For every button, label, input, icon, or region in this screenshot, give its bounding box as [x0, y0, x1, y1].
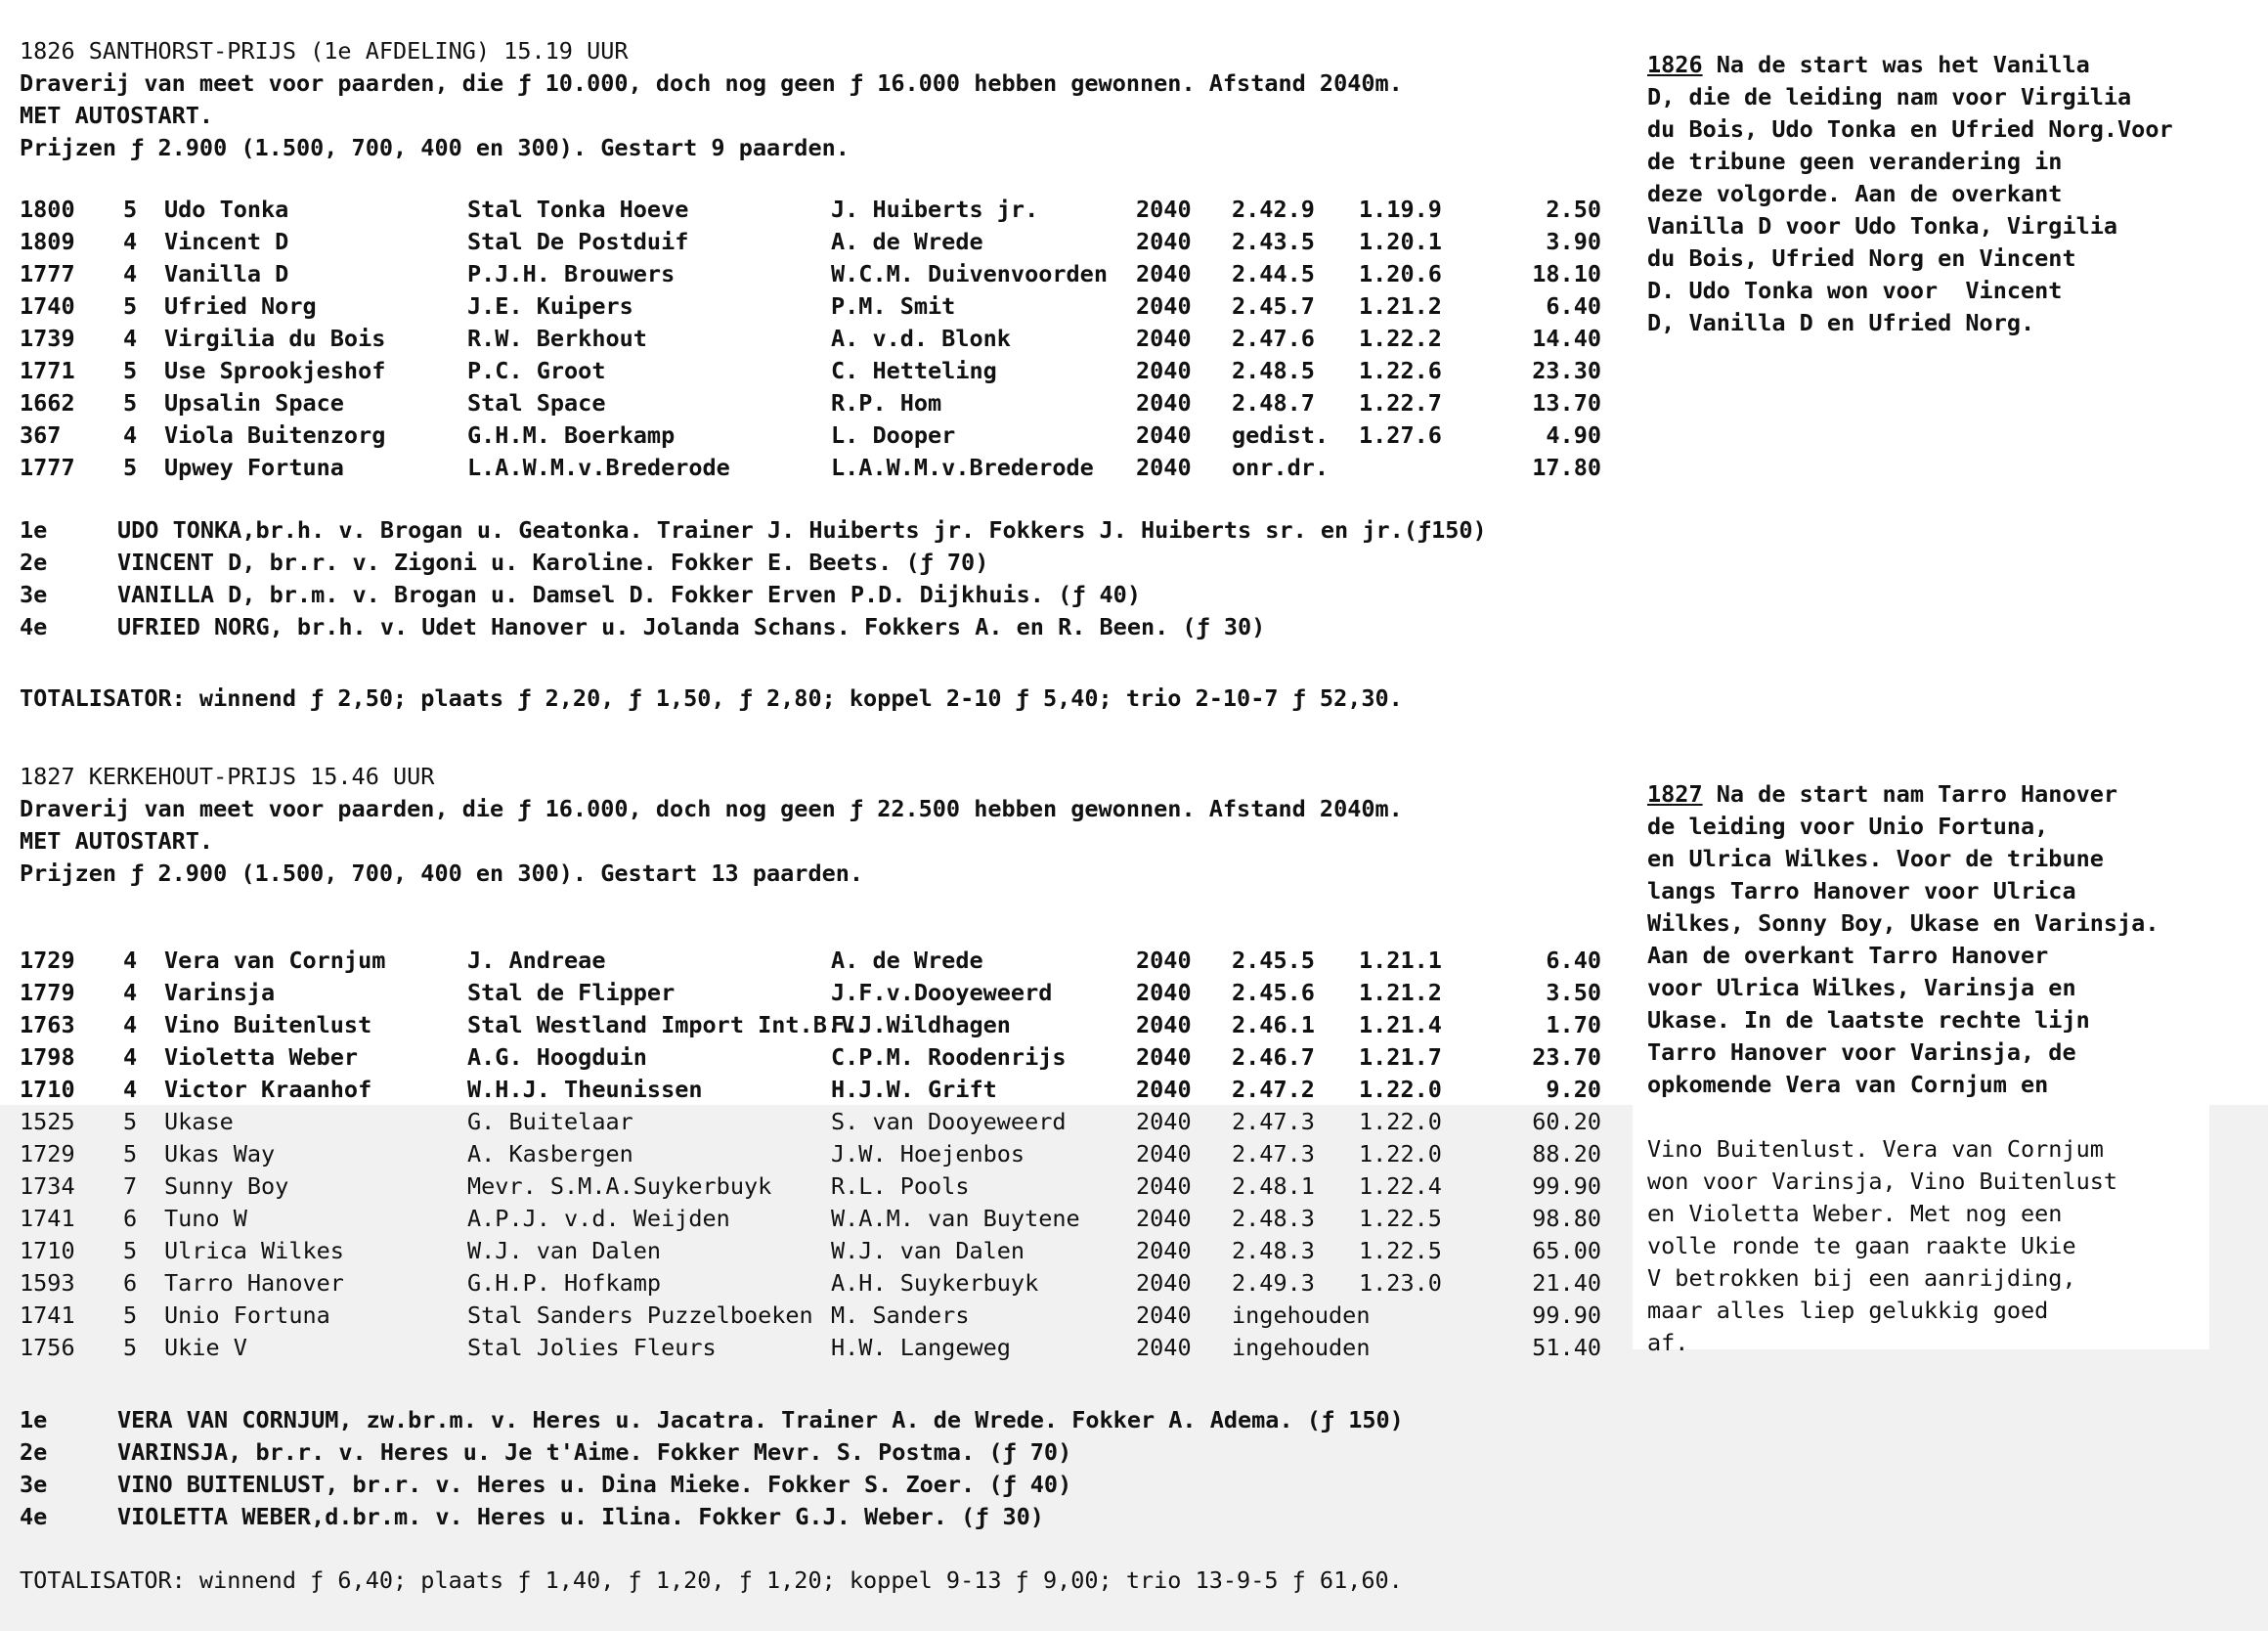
- cell-horse-name: Vino Buitenlust: [164, 1011, 372, 1038]
- cell-time: 2.48.1: [1232, 1172, 1315, 1200]
- cell-odds: 17.80: [1532, 454, 1601, 481]
- race2-totalisator: [20, 1565, 1633, 1597]
- cell-driver: H.W. Langeweg: [831, 1334, 1011, 1361]
- cell-horse-age: 5: [123, 389, 138, 417]
- cell-horse-name: Ukie V: [164, 1334, 247, 1361]
- cell-horse-name: Tarro Hanover: [164, 1269, 344, 1297]
- cell-driver: F.J.Wildhagen: [831, 1011, 1011, 1038]
- table-row: [20, 226, 1633, 258]
- cell-odds: 2.50: [1546, 196, 1601, 223]
- cell-horse-age: 5: [123, 196, 138, 223]
- race1-conditions: Draverij van meet voor paarden, die ƒ 10.000, doch nog geen ƒ 16.000 hebben gewonnen. Afstand 2040m.: [20, 69, 1403, 97]
- race2-conditions: Draverij van meet voor paarden, die ƒ 16.000, doch nog geen ƒ 22.500 hebben gewonnen. Afstand 2040m.: [20, 795, 1403, 822]
- placing-rank: 2e: [20, 549, 48, 576]
- cell-horse-name: Udo Tonka: [164, 196, 289, 223]
- commentary-line: [1647, 1101, 2234, 1133]
- table-row: [20, 1074, 1633, 1106]
- cell-time: gedist.: [1232, 421, 1330, 449]
- cell-odds: 65.00: [1532, 1237, 1601, 1264]
- cell-owner: Stal Jolies Fleurs: [467, 1334, 717, 1361]
- cell-start-number: 1756: [20, 1334, 75, 1361]
- cell-km-time: 1.27.6: [1359, 421, 1442, 449]
- cell-owner: G.H.M. Boerkamp: [467, 421, 676, 449]
- cell-driver: A.H. Suykerbuyk: [831, 1269, 1039, 1297]
- cell-start-number: 1740: [20, 292, 75, 320]
- cell-driver: L.A.W.M.v.Brederode: [831, 454, 1094, 481]
- table-row: [20, 387, 1633, 419]
- cell-horse-age: 5: [123, 1237, 138, 1264]
- table-row: [20, 977, 1633, 1009]
- race2-title: 1827 KERKEHOUT-PRIJS 15.46 UUR: [20, 763, 435, 790]
- cell-km-time: 1.23.0: [1359, 1269, 1442, 1297]
- totalisator-line: TOTALISATOR: winnend ƒ 6,40; plaats ƒ 1,40, ƒ 1,20, ƒ 1,20; koppel 9-13 ƒ 9,00; trio 13-9-5 ƒ 61,60.: [20, 1566, 1403, 1594]
- table-row: [20, 1235, 1633, 1267]
- cell-horse-age: 4: [123, 1011, 138, 1038]
- commentary-race-number: 1827: [1647, 780, 1703, 808]
- cell-km-time: 1.21.4: [1359, 1011, 1442, 1038]
- cell-horse-age: 4: [123, 1076, 138, 1103]
- commentary-line: D, Vanilla D en Ufried Norg.: [1647, 309, 2035, 336]
- cell-owner: R.W. Berkhout: [467, 325, 647, 352]
- cell-odds: 3.50: [1546, 979, 1601, 1006]
- cell-odds: 1.70: [1546, 1011, 1601, 1038]
- cell-driver: L. Dooper: [831, 421, 956, 449]
- cell-driver: A. de Wrede: [831, 228, 983, 255]
- table-row: [20, 290, 1633, 323]
- commentary-line: Ukase. In de laatste rechte lijn: [1647, 1006, 2090, 1034]
- commentary-line: D. Udo Tonka won voor Vincent: [1647, 277, 2063, 304]
- race2-results-table: [20, 945, 1633, 1364]
- cell-odds: 21.40: [1532, 1269, 1601, 1297]
- table-row: [20, 452, 1633, 484]
- cell-start-number: 1800: [20, 196, 75, 223]
- cell-horse-age: 5: [123, 454, 138, 481]
- table-row: [20, 1138, 1633, 1170]
- cell-start-number: 1763: [20, 1011, 75, 1038]
- placing-detail: UDO TONKA,br.h. v. Brogan u. Geatonka. Trainer J. Huiberts jr. Fokkers J. Huiberts sr. en jr.(ƒ150): [117, 516, 1487, 544]
- table-row: [20, 1267, 1633, 1300]
- cell-time: 2.45.5: [1232, 947, 1315, 974]
- table-row: [20, 258, 1633, 290]
- cell-driver: C.P.M. Roodenrijs: [831, 1043, 1067, 1071]
- cell-time: 2.42.9: [1232, 196, 1315, 223]
- cell-time: 2.44.5: [1232, 260, 1315, 287]
- cell-km-time: 1.22.0: [1359, 1140, 1442, 1168]
- cell-distance: 2040: [1136, 1011, 1192, 1038]
- placing-detail: VINO BUITENLUST, br.r. v. Heres u. Dina Mieke. Fokker S. Zoer. (ƒ 40): [117, 1471, 1072, 1498]
- cell-driver: W.A.M. van Buytene: [831, 1205, 1080, 1232]
- cell-owner: W.H.J. Theunissen: [467, 1076, 703, 1103]
- cell-km-time: 1.22.5: [1359, 1205, 1442, 1232]
- cell-horse-age: 5: [123, 1301, 138, 1329]
- placing-rank: 1e: [20, 516, 48, 544]
- cell-odds: 88.20: [1532, 1140, 1601, 1168]
- placing-row: [20, 1501, 1633, 1533]
- commentary-line: deze volgorde. Aan de overkant: [1647, 180, 2063, 207]
- placing-detail: VARINSJA, br.r. v. Heres u. Je t'Aime. Fokker Mevr. S. Postma. (ƒ 70): [117, 1438, 1072, 1466]
- cell-start-number: 1777: [20, 454, 75, 481]
- cell-owner: P.C. Groot: [467, 357, 606, 384]
- cell-start-number: 1741: [20, 1301, 75, 1329]
- commentary-line: Na de start nam Tarro Hanover: [1702, 780, 2118, 808]
- placing-rank: 3e: [20, 581, 48, 608]
- cell-owner: Stal Sanders Puzzelboeken: [467, 1301, 813, 1329]
- table-row: [20, 1009, 1633, 1041]
- cell-time: 2.45.7: [1232, 292, 1315, 320]
- cell-distance: 2040: [1136, 1205, 1192, 1232]
- race2-commentary: [1647, 778, 2234, 1359]
- cell-horse-age: 4: [123, 421, 138, 449]
- table-row: [20, 1300, 1633, 1332]
- cell-owner: J.E. Kuipers: [467, 292, 633, 320]
- cell-start-number: 1525: [20, 1108, 75, 1135]
- cell-owner: W.J. van Dalen: [467, 1237, 662, 1264]
- cell-odds: 18.10: [1532, 260, 1601, 287]
- cell-time: 2.48.3: [1232, 1205, 1315, 1232]
- cell-time: ingehouden: [1232, 1301, 1371, 1329]
- cell-distance: 2040: [1136, 1301, 1192, 1329]
- cell-start-number: 1779: [20, 979, 75, 1006]
- cell-horse-name: Vincent D: [164, 228, 289, 255]
- commentary-line: de tribune geen verandering in: [1647, 148, 2063, 175]
- cell-horse-age: 5: [123, 292, 138, 320]
- race2-placings: [20, 1404, 1633, 1533]
- cell-time: 2.47.2: [1232, 1076, 1315, 1103]
- cell-horse-age: 5: [123, 1140, 138, 1168]
- cell-driver: H.J.W. Grift: [831, 1076, 997, 1103]
- placing-row: [20, 1469, 1633, 1501]
- cell-horse-age: 5: [123, 357, 138, 384]
- cell-time: 2.48.7: [1232, 389, 1315, 417]
- cell-distance: 2040: [1136, 389, 1192, 417]
- table-row: [20, 1170, 1633, 1203]
- cell-driver: W.J. van Dalen: [831, 1237, 1025, 1264]
- cell-odds: 13.70: [1532, 389, 1601, 417]
- cell-odds: 99.90: [1532, 1301, 1601, 1329]
- cell-odds: 51.40: [1532, 1334, 1601, 1361]
- cell-odds: 9.20: [1546, 1076, 1601, 1103]
- race1-header: [20, 35, 1633, 164]
- cell-horse-name: Virgilia du Bois: [164, 325, 386, 352]
- cell-time: 2.49.3: [1232, 1269, 1315, 1297]
- cell-owner: A.G. Hoogduin: [467, 1043, 647, 1071]
- commentary-line: en Ulrica Wilkes. Voor de tribune: [1647, 845, 2104, 872]
- cell-time: 2.48.5: [1232, 357, 1315, 384]
- cell-horse-age: 4: [123, 228, 138, 255]
- cell-distance: 2040: [1136, 979, 1192, 1006]
- table-row: [20, 1332, 1633, 1364]
- cell-horse-name: Ulrica Wilkes: [164, 1237, 344, 1264]
- table-row: [20, 323, 1633, 355]
- cell-horse-age: 7: [123, 1172, 138, 1200]
- placing-detail: VINCENT D, br.r. v. Zigoni u. Karoline. Fokker E. Beets. (ƒ 70): [117, 549, 989, 576]
- cell-owner: G.H.P. Hofkamp: [467, 1269, 662, 1297]
- placing-row: [20, 1404, 1633, 1436]
- race1-start-type: MET AUTOSTART.: [20, 102, 214, 129]
- cell-horse-name: Use Sprookjeshof: [164, 357, 386, 384]
- cell-horse-name: Sunny Boy: [164, 1172, 289, 1200]
- commentary-line: Aan de overkant Tarro Hanover: [1647, 942, 2049, 969]
- placing-rank: 1e: [20, 1406, 48, 1433]
- cell-distance: 2040: [1136, 1269, 1192, 1297]
- cell-distance: 2040: [1136, 1237, 1192, 1264]
- cell-km-time: 1.21.2: [1359, 292, 1442, 320]
- cell-owner: Stal de Flipper: [467, 979, 676, 1006]
- table-row: [20, 419, 1633, 452]
- cell-driver: R.L. Pools: [831, 1172, 970, 1200]
- totalisator-line: TOTALISATOR: winnend ƒ 2,50; plaats ƒ 2,20, ƒ 1,50, ƒ 2,80; koppel 2-10 ƒ 5,40; trio 2-10-7 ƒ 52,30.: [20, 684, 1403, 712]
- cell-time: 2.46.7: [1232, 1043, 1315, 1071]
- cell-distance: 2040: [1136, 454, 1192, 481]
- cell-odds: 6.40: [1546, 947, 1601, 974]
- cell-distance: 2040: [1136, 260, 1192, 287]
- cell-horse-name: Unio Fortuna: [164, 1301, 330, 1329]
- commentary-line: Vanilla D voor Udo Tonka, Virgilia: [1647, 212, 2118, 240]
- cell-start-number: 1739: [20, 325, 75, 352]
- cell-horse-age: 6: [123, 1269, 138, 1297]
- cell-distance: 2040: [1136, 292, 1192, 320]
- cell-distance: 2040: [1136, 421, 1192, 449]
- commentary-line: Tarro Hanover voor Varinsja, de: [1647, 1038, 2076, 1066]
- cell-owner: A. Kasbergen: [467, 1140, 633, 1168]
- cell-km-time: 1.21.2: [1359, 979, 1442, 1006]
- cell-distance: 2040: [1136, 196, 1192, 223]
- cell-driver: C. Hetteling: [831, 357, 997, 384]
- cell-horse-name: Ukase: [164, 1108, 234, 1135]
- table-row: [20, 194, 1633, 226]
- cell-odds: 14.40: [1532, 325, 1601, 352]
- cell-owner: Stal Space: [467, 389, 606, 417]
- cell-distance: 2040: [1136, 1140, 1192, 1168]
- cell-time: 2.46.1: [1232, 1011, 1315, 1038]
- commentary-line: D, die de leiding nam voor Virgilia: [1647, 83, 2132, 110]
- cell-odds: 60.20: [1532, 1108, 1601, 1135]
- cell-distance: 2040: [1136, 228, 1192, 255]
- placing-rank: 4e: [20, 1503, 48, 1530]
- cell-km-time: 1.22.0: [1359, 1108, 1442, 1135]
- cell-km-time: 1.22.7: [1359, 389, 1442, 417]
- race1-prizes: Prijzen ƒ 2.900 (1.500, 700, 400 en 300). Gestart 9 paarden.: [20, 134, 850, 161]
- cell-odds: 23.30: [1532, 357, 1601, 384]
- commentary-line: Vino Buitenlust. Vera van Cornjum: [1647, 1135, 2104, 1163]
- cell-start-number: 1710: [20, 1076, 75, 1103]
- cell-time: 2.43.5: [1232, 228, 1315, 255]
- race1-commentary: [1647, 49, 2234, 339]
- cell-horse-name: Tuno W: [164, 1205, 247, 1232]
- cell-time: onr.dr.: [1232, 454, 1330, 481]
- cell-start-number: 1593: [20, 1269, 75, 1297]
- cell-odds: 6.40: [1546, 292, 1601, 320]
- cell-time: 2.47.3: [1232, 1140, 1315, 1168]
- cell-driver: A. v.d. Blonk: [831, 325, 1011, 352]
- cell-km-time: 1.21.7: [1359, 1043, 1442, 1071]
- race2-header: [20, 761, 1633, 890]
- cell-start-number: 367: [20, 421, 62, 449]
- cell-distance: 2040: [1136, 1108, 1192, 1135]
- cell-start-number: 1710: [20, 1237, 75, 1264]
- cell-km-time: 1.22.0: [1359, 1076, 1442, 1103]
- placing-detail: VANILLA D, br.m. v. Brogan u. Damsel D. Fokker Erven P.D. Dijkhuis. (ƒ 40): [117, 581, 1141, 608]
- table-row: [20, 1203, 1633, 1235]
- cell-start-number: 1777: [20, 260, 75, 287]
- placing-row: [20, 579, 1633, 611]
- table-row: [20, 1041, 1633, 1074]
- cell-horse-name: Viola Buitenzorg: [164, 421, 386, 449]
- cell-km-time: 1.22.6: [1359, 357, 1442, 384]
- cell-odds: 3.90: [1546, 228, 1601, 255]
- cell-time: ingehouden: [1232, 1334, 1371, 1361]
- cell-horse-name: Upwey Fortuna: [164, 454, 344, 481]
- cell-horse-name: Vanilla D: [164, 260, 289, 287]
- placing-detail: UFRIED NORG, br.h. v. Udet Hanover u. Jolanda Schans. Fokkers A. en R. Been. (ƒ 30): [117, 613, 1266, 640]
- commentary-line: volle ronde te gaan raakte Ukie: [1647, 1232, 2076, 1259]
- commentary-line: du Bois, Ufried Norg en Vincent: [1647, 244, 2076, 272]
- cell-distance: 2040: [1136, 1043, 1192, 1071]
- cell-start-number: 1771: [20, 357, 75, 384]
- placing-row: [20, 514, 1633, 547]
- cell-owner: J. Andreae: [467, 947, 606, 974]
- cell-km-time: 1.21.1: [1359, 947, 1442, 974]
- placing-row: [20, 611, 1633, 643]
- cell-km-time: 1.22.4: [1359, 1172, 1442, 1200]
- cell-km-time: 1.22.5: [1359, 1237, 1442, 1264]
- cell-owner: Stal Westland Import Int.B.V.: [467, 1011, 869, 1038]
- table-row: [20, 355, 1633, 387]
- cell-driver: A. de Wrede: [831, 947, 983, 974]
- cell-driver: J.W. Hoejenbos: [831, 1140, 1025, 1168]
- cell-start-number: 1662: [20, 389, 75, 417]
- commentary-line: af.: [1647, 1329, 1689, 1356]
- race1-title: 1826 SANTHORST-PRIJS (1e AFDELING) 15.19 UUR: [20, 37, 629, 65]
- cell-time: 2.45.6: [1232, 979, 1315, 1006]
- commentary-race-number: 1826: [1647, 51, 1703, 78]
- race1-results-table: [20, 194, 1633, 484]
- race1-placings: [20, 514, 1633, 643]
- placing-rank: 3e: [20, 1471, 48, 1498]
- cell-owner: Mevr. S.M.A.Suykerbuyk: [467, 1172, 772, 1200]
- cell-owner: G. Buitelaar: [467, 1108, 633, 1135]
- placing-detail: VIOLETTA WEBER,d.br.m. v. Heres u. Ilina. Fokker G.J. Weber. (ƒ 30): [117, 1503, 1044, 1530]
- cell-distance: 2040: [1136, 1076, 1192, 1103]
- table-row: [20, 1106, 1633, 1138]
- cell-horse-age: 4: [123, 260, 138, 287]
- cell-owner: Stal Tonka Hoeve: [467, 196, 689, 223]
- race2-prizes: Prijzen ƒ 2.900 (1.500, 700, 400 en 300). Gestart 13 paarden.: [20, 860, 864, 887]
- cell-odds: 4.90: [1546, 421, 1601, 449]
- commentary-line: voor Ulrica Wilkes, Varinsja en: [1647, 974, 2076, 1001]
- placing-detail: VERA VAN CORNJUM, zw.br.m. v. Heres u. Jacatra. Trainer A. de Wrede. Fokker A. Adema. (ƒ 150): [117, 1406, 1404, 1433]
- cell-horse-name: Ukas Way: [164, 1140, 276, 1168]
- placing-rank: 2e: [20, 1438, 48, 1466]
- cell-time: 2.47.3: [1232, 1108, 1315, 1135]
- cell-horse-age: 4: [123, 1043, 138, 1071]
- cell-km-time: 1.20.6: [1359, 260, 1442, 287]
- cell-owner: A.P.J. v.d. Weijden: [467, 1205, 730, 1232]
- commentary-line: V betrokken bij een aanrijding,: [1647, 1264, 2076, 1292]
- cell-distance: 2040: [1136, 1334, 1192, 1361]
- race2-start-type: MET AUTOSTART.: [20, 827, 214, 855]
- cell-distance: 2040: [1136, 947, 1192, 974]
- cell-km-time: 1.20.1: [1359, 228, 1442, 255]
- cell-horse-age: 4: [123, 947, 138, 974]
- cell-driver: W.C.M. Duivenvoorden: [831, 260, 1108, 287]
- cell-distance: 2040: [1136, 1172, 1192, 1200]
- race1-totalisator: [20, 683, 1633, 715]
- cell-odds: 23.70: [1532, 1043, 1601, 1071]
- cell-horse-age: 4: [123, 979, 138, 1006]
- cell-horse-name: Violetta Weber: [164, 1043, 359, 1071]
- commentary-line: en Violetta Weber. Met nog een: [1647, 1200, 2063, 1227]
- cell-start-number: 1729: [20, 1140, 75, 1168]
- cell-time: 2.47.6: [1232, 325, 1315, 352]
- table-row: [20, 945, 1633, 977]
- cell-odds: 98.80: [1532, 1205, 1601, 1232]
- cell-driver: M. Sanders: [831, 1301, 970, 1329]
- cell-horse-age: 5: [123, 1108, 138, 1135]
- cell-km-time: 1.19.9: [1359, 196, 1442, 223]
- placing-row: [20, 547, 1633, 579]
- cell-horse-name: Victor Kraanhof: [164, 1076, 372, 1103]
- cell-driver: J. Huiberts jr.: [831, 196, 1039, 223]
- cell-km-time: 1.22.2: [1359, 325, 1442, 352]
- cell-horse-name: Vera van Cornjum: [164, 947, 386, 974]
- cell-owner: L.A.W.M.v.Brederode: [467, 454, 730, 481]
- cell-start-number: 1729: [20, 947, 75, 974]
- cell-horse-age: 5: [123, 1334, 138, 1361]
- cell-horse-age: 6: [123, 1205, 138, 1232]
- commentary-line: du Bois, Udo Tonka en Ufried Norg.Voor: [1647, 115, 2173, 143]
- cell-horse-name: Varinsja: [164, 979, 276, 1006]
- commentary-line: won voor Varinsja, Vino Buitenlust: [1647, 1168, 2118, 1195]
- commentary-line: opkomende Vera van Cornjum en: [1647, 1071, 2049, 1098]
- commentary-line: Wilkes, Sonny Boy, Ukase en Varinsja.: [1647, 909, 2159, 937]
- cell-horse-age: 4: [123, 325, 138, 352]
- placing-row: [20, 1436, 1633, 1469]
- cell-distance: 2040: [1136, 357, 1192, 384]
- commentary-line: de leiding voor Unio Fortuna,: [1647, 813, 2049, 840]
- cell-horse-name: Upsalin Space: [164, 389, 344, 417]
- commentary-line: Na de start was het Vanilla: [1702, 51, 2090, 78]
- cell-distance: 2040: [1136, 325, 1192, 352]
- cell-driver: S. van Dooyeweerd: [831, 1108, 1067, 1135]
- commentary-line: maar alles liep gelukkig goed: [1647, 1297, 2049, 1324]
- cell-time: 2.48.3: [1232, 1237, 1315, 1264]
- cell-odds: 99.90: [1532, 1172, 1601, 1200]
- cell-start-number: 1734: [20, 1172, 75, 1200]
- placing-rank: 4e: [20, 613, 48, 640]
- cell-driver: R.P. Hom: [831, 389, 942, 417]
- cell-start-number: 1741: [20, 1205, 75, 1232]
- cell-start-number: 1809: [20, 228, 75, 255]
- cell-horse-name: Ufried Norg: [164, 292, 317, 320]
- cell-driver: P.M. Smit: [831, 292, 956, 320]
- commentary-line: langs Tarro Hanover voor Ulrica: [1647, 877, 2076, 904]
- cell-owner: Stal De Postduif: [467, 228, 689, 255]
- cell-start-number: 1798: [20, 1043, 75, 1071]
- cell-owner: P.J.H. Brouwers: [467, 260, 676, 287]
- cell-driver: J.F.v.Dooyeweerd: [831, 979, 1053, 1006]
